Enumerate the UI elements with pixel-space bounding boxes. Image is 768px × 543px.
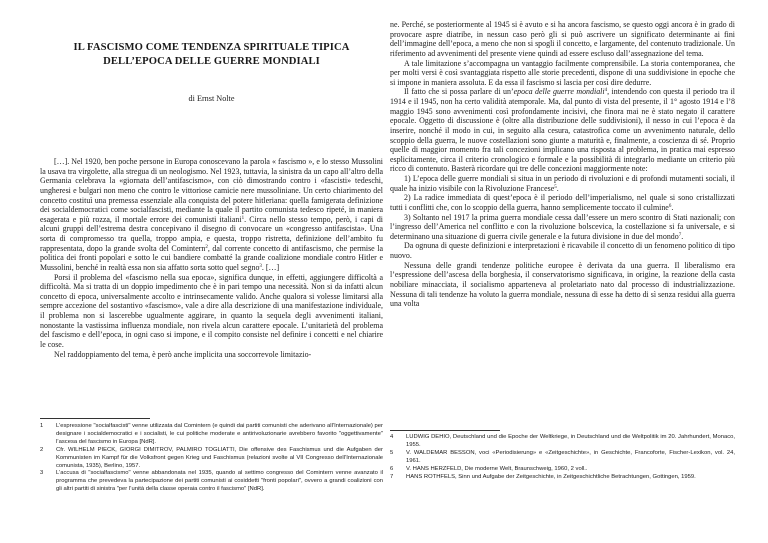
footnote-ref[interactable]: 3 bbox=[259, 263, 262, 269]
footnote-separator bbox=[40, 418, 150, 419]
footnote-separator bbox=[390, 430, 500, 431]
left-body-text bbox=[40, 157, 383, 359]
footnote-text: V. HANS HERZFELD, Die moderne Welt, Braunschweig, 1960, 2 voll.. bbox=[406, 465, 588, 472]
title-line-2: DELL’EPOCA DELLE GUERRE MONDIALI bbox=[103, 56, 320, 68]
footnote-ref[interactable]: 4 bbox=[604, 88, 608, 94]
paragraph-text: , dal corrente concetto di antifascismo, che permise la politica dei fronti popolari e sotto le cui bandiere combatté la grande coalizione mondiale contro Hitler e Mussolini, benché in realtà essa non sia affatto sorta sotto quel segno bbox=[40, 243, 383, 272]
left-footnotes bbox=[40, 423, 383, 494]
paragraph-text: . […] bbox=[261, 262, 280, 272]
footnote bbox=[390, 466, 735, 474]
footnote-ref[interactable]: 5 bbox=[554, 184, 557, 190]
footnote-number: 1 bbox=[40, 423, 44, 429]
footnote-number: 7 bbox=[390, 473, 394, 480]
paragraph-text: , intendendo con questa il periodo tra il 1914 e il 1945, non ha certo validità atemporale. Ma, dal punto di vista del presente, il 1° agosto 1914 e l’8 maggio 1945 sono avvenimenti così profondamente incisivi, che finora mai ne è stato negato il carattere epocale. Oggetto di discussione è (oltre alla distribuzione delle suddivisioni), il nesso in cui l’epoca è da inserire, nonché il modo in cui, in seguito alla cesura, catastrofica come un avvenimento naturale, dello scoppio della guerra, le nuove costellazioni sono giunte a maturità e, finalmente, a coscienza di sé. Proprio quelle di maggior momento fra tali concezioni implicano una risposta al problema, in pratica mai espresso esplicitamente, circa il criterio cronologico e formale e la possibilità di integrarlo mediante un criterio più ricco di contenuto. Basterà ricordare qui tre delle concezioni maggiormente note: bbox=[390, 87, 735, 174]
paragraph bbox=[390, 213, 735, 242]
footnote bbox=[40, 470, 383, 494]
footnote-text: HANS ROTHFELS, Sinn und Aufgabe der Zeitgeschichte, in Zeitgeschichtliche Betrachtungen, Gottingen, 1959. bbox=[406, 473, 696, 480]
paragraph bbox=[390, 193, 735, 212]
paragraph-text: 2) La radice immediata di quest’epoca è il periodo dell’imperialismo, nel quale si sono cristallizzati tutti i conflitti che, con lo scoppio della guerra, hanno semplicemente toccato il culmine bbox=[390, 193, 735, 212]
punctuation: . bbox=[681, 231, 684, 241]
footnote-ref[interactable]: 6 bbox=[668, 203, 672, 209]
footnote-number: 4 bbox=[390, 434, 394, 440]
article-author: di Ernst Nolte bbox=[188, 94, 235, 103]
paragraph-text: . Circa nello stesso tempo, però, i capi di alcuni gruppi dell’estrema destra concepivano il disegno di convocare un «congresso antifascista». Una sorta di compromesso tra quella, troppo ampia, e questa, troppo ristretta, definizione dell’ambito fu rappresentata, dopo la grande svolta del Comintern bbox=[40, 214, 383, 253]
right-body-text bbox=[390, 20, 735, 309]
footnote-text: V. WALDEMAR BESSON, voci «Periodisierung» e «Zeitgeschichte», in Geschichte, Francoforte, Fischer-Lexikon, vol. 24, 1961. bbox=[406, 449, 735, 464]
footnote-text: Cfr. WILHELM PIECK, GIORGI DIMITROV, PALMIRO TOGLIATTI, Die offensive des Faschismus und die Aufgaben der Kommunisten im Kampf für die Volksfront gegen Krieg und Faschismus (relazioni svolte al VII Congresso dell’Internazionale comunista, 1935), Berlino, 1957. bbox=[56, 446, 383, 469]
footnote-number: 5 bbox=[390, 449, 394, 456]
paragraph: Porsi il problema del «fascismo nella sua epoca», significa dunque, in effetti, aggiungere difficoltà a difficoltà. Ma si tratta di un doppio impedimento che è in pari tempo una necessità. Non si da infatti alcun concetto di epoca, universalmente accolto e intrinsecamente valido. Anche qualora si volesse limitarsi alla sempre accezione del sostantivo «fascismo», vale a dire alla descrizione di una manifestazione individuale, il problema non si lascerebbe ugualmente aggirare, in quanto la sequela degli avvenimenti italiani, nonostante la vastissima influenza mondiale, non rivela alcun carattere epocale. L’unitarietà del problema del fascismo e dell’epoca, in ogni caso si impone, e il compito consiste nel definire i concetti e nel chiarire le cose. bbox=[40, 272, 383, 349]
footnote bbox=[390, 450, 735, 466]
paragraph-text: 3) Soltanto nel 1917 la prima guerra mondiale cessa dall’essere un mero scontro di Stati nazionali; con l’ingresso dell’America nel conflitto e con la rivoluzione bolscevica, la costellazione si fa universale, e si determinano una situazione di guerra civile generale e la futura divisione in due del mondo bbox=[390, 212, 735, 241]
paragraph bbox=[390, 87, 735, 174]
footnote-ref[interactable]: 1 bbox=[241, 215, 245, 221]
footnote-number: 3 bbox=[40, 470, 44, 477]
article-title bbox=[40, 41, 383, 69]
punctuation: . bbox=[556, 183, 559, 193]
footnote-text: L’accusa di "socialfascismo" venne abbandonata nel 1935, quando al settimo congresso del Comintern venne avanzato il programma che prevedeva la partecipazione dei partiti comunisti ai cosiddetti "fronti popolari", ovvero a grandi coalizioni con gli altri partiti di sinistra "per l’unità della classe operaia contro il fascismo" [NdR]. bbox=[56, 470, 383, 493]
paragraph: Nessuna delle grandi tendenze politiche europee è derivata da una guerra. Il liberalismo era l’espressione dell’ascesa della borghesia, il conservatorismo significava, in origine, la reazione della casta nobiliare minacciata, il socialismo apparteneva al proletariato nato dal processo di industrializzazione. Nessuna di tali tendenze ha voluto la guerra mondiale, nessuna di esse ha detto di sì senza residui alla guerra una volta bbox=[390, 260, 735, 309]
paragraph-text: […]. Nel 1920, ben poche persone in Europa conoscevano la parola « fascismo », e lo stesso Mussolini la usava tra virgolette, alla stregua di un neologismo. Nel 1923, tuttavia, la sinistra da un capo all’altro della Germania celebrava la «giornata dell’antifascismo», con ciò dimostrando contro i «fascisti» tedeschi, ungheresi e bulgari non meno che contro le vittoriose camicie nere mussoliniane. Un certo chiarimento del concetto costituì una premessa essenziale alla conquista del potere hitleriana: quella famigerata definizione dei socialdemocratici come socialfascisti, mediante la quale il partito comunista tedesco ripeté, in maniera esagerata e più rozza, il mortale errore dei comunisti italiani bbox=[40, 157, 383, 224]
footnote-number: 6 bbox=[390, 465, 394, 472]
footnote-ref[interactable]: 7 bbox=[678, 232, 682, 238]
footnote-ref[interactable]: 2 bbox=[205, 244, 208, 250]
punctuation: . bbox=[671, 202, 674, 212]
paragraph-text: 1) L’epoca delle guerre mondiali si situa in un periodo di rivoluzioni e di profondi mutamenti sociali, il quale ha inizio visibile con la Rivoluzione Francese bbox=[390, 174, 735, 193]
footnote bbox=[390, 474, 735, 482]
footnote bbox=[390, 434, 735, 450]
paragraph: Nel raddoppiamento del tema, è però anche implicita una soccorrevole limitazio- bbox=[54, 349, 312, 359]
footnote-text: LUDWIG DEHIO, Deutschland und die Epoche der Weltkriege, in Deutschland und die Weltpolitik im 20. Jahrhundert, Monaco, 1955. bbox=[406, 434, 735, 448]
footnote bbox=[40, 423, 383, 447]
footnote bbox=[40, 447, 383, 471]
paragraph bbox=[40, 157, 383, 273]
footnote-text: L’espressione "socialfascisti" venne utilizzata dal Comintern (e quindi dai partiti comunisti che aderivano all’Internazionale) per designare i socialdemocratici e i socialisti, le cui politiche moderate e antirivoluzionarie avrebbero favorito "oggettivamente" l’ascesa del fascismo in Europa [NdR]. bbox=[56, 423, 383, 445]
paragraph: ne. Perché, se posteriormente al 1945 si è avuto e si ha ancora fascismo, se questo oggi ancora è in grado di provocare aspre diatribe, in nessun caso però gli si può ascrivere un significato determinante ai fini dell’immagine dell’epoca, a meno che non si spogli il concetto, e largamente, del contenuto tradizionale. Un riferimento ad avvenimenti del presente viene quindi ad essere escluso dall’assegnazione del tema. bbox=[390, 20, 735, 58]
paragraph: A tale limitazione s’accompagna un vantaggio facilmente comprensibile. La storia contemporanea, che per molti versi è così svantaggiata rispetto alle storie precedenti, dispone di una suddivisione in epoche che si impone in maniera assoluta. E da essa il fascismo si lascia per così dire dedurre. bbox=[390, 58, 735, 87]
paragraph: Da ognuna di queste definizioni e interpretazioni è ricavabile il concetto di un fenomeno politico di tipo nuovo. bbox=[390, 241, 735, 260]
emphasis-text: epoca delle guerre mondiali bbox=[513, 87, 605, 97]
paragraph-text: Il fatto che si possa parlare di un’ bbox=[404, 87, 514, 97]
footnote-number: 2 bbox=[40, 446, 44, 453]
right-footnotes bbox=[390, 434, 735, 481]
paragraph bbox=[390, 174, 735, 193]
title-line-1: IL FASCISMO COME TENDENZA SPIRITUALE TIPICA bbox=[73, 42, 350, 53]
